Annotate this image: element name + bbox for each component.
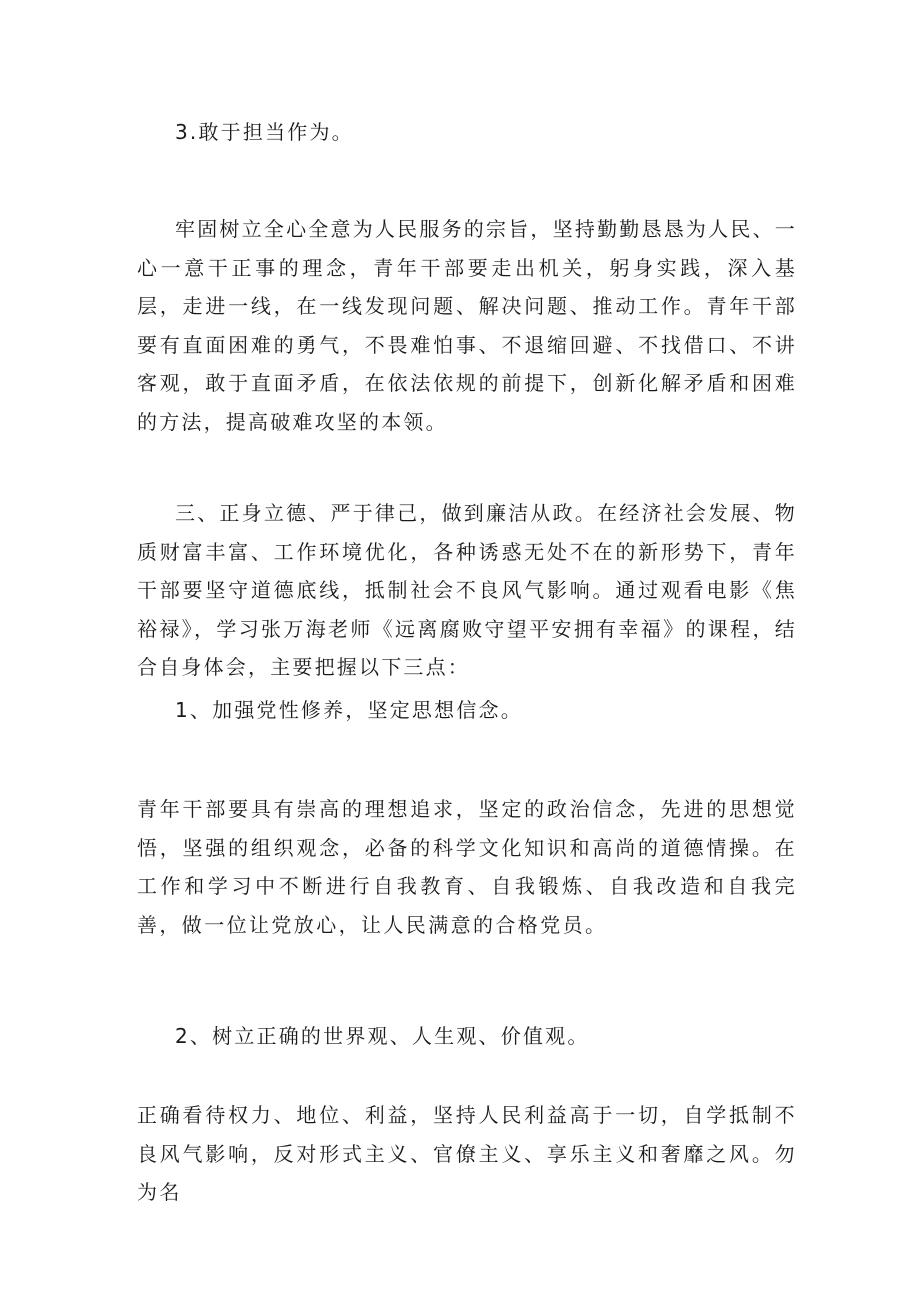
- subheading-1-party-spirit: 1、加强党性修养，坚定思想信念。: [175, 698, 523, 722]
- paragraph-ideals-and-beliefs: 青年干部要具有崇高的理想追求，坚定的政治信念，先进的思想觉悟，坚强的组织观念，必备的科学文化知识和高尚的道德情操。在工作和学习中不断进行自我教育、自我锻炼、自我改造和自我完善，做一位让党放心，让人民满意的合格党员。: [137, 797, 797, 937]
- subheading-2-worldview: 2、树立正确的世界观、人生观、价值观。: [175, 1024, 590, 1048]
- paragraph-section-three-integrity: 三、正身立德、严于律己，做到廉洁从政。在经济社会发展、物质财富丰富、工作环境优化，各种诱惑无处不在的新形势下，青年干部要坚守道德底线，抵制社会不良风气影响。通过观看电影《焦裕禄》，学习张万海老师《远离腐败守望平安拥有幸福》的课程，结合自身体会，主要把握以下三点：: [137, 501, 797, 680]
- paragraph-serve-people: 牢固树立全心全意为人民服务的宗旨，坚持勤勤恳恳为人民、一心一意干正事的理念，青年干部要走出机关，躬身实践，深入基层，走进一线，在一线发现问题、解决问题、推动工作。青年干部要有直面困难的勇气，不畏难怕事、不退缩回避、不找借口、不讲客观，敢于直面矛盾，在依法依规的前提下，创新化解矛盾和困难的方法，提高破难攻坚的本领。: [137, 217, 797, 434]
- subheading-3-take-responsibility: 3.敢于担当作为。: [175, 120, 354, 144]
- paragraph-power-and-interests: 正确看待权力、地位、利益，坚持人民利益高于一切，自学抵制不良风气影响，反对形式主义、官僚主义、享乐主义和奢靡之风。勿为名: [137, 1103, 797, 1205]
